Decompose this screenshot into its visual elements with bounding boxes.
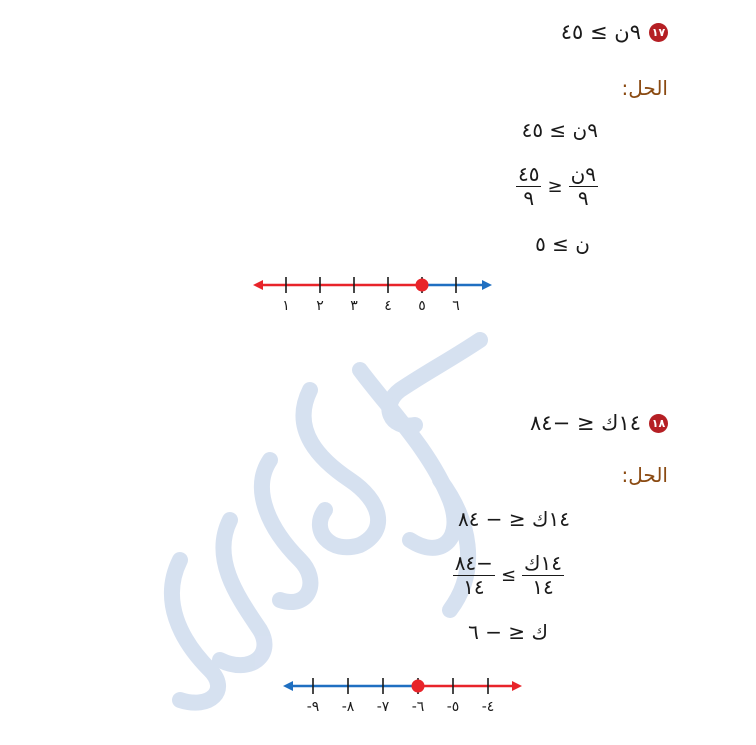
fraction-numerator: ١٤ك	[524, 551, 562, 575]
tick-label: -٩	[306, 699, 320, 715]
fraction-numerator: ٤٥	[517, 162, 540, 186]
arrow-right-icon	[512, 681, 522, 691]
tick-label: ٥	[418, 298, 426, 314]
problem-17-header	[561, 20, 668, 44]
fraction-denominator: ٩	[577, 186, 589, 210]
fraction-denominator: ٩	[523, 186, 535, 210]
tick-label: ٤	[384, 298, 392, 314]
solution-label: الحل:	[621, 76, 668, 100]
tick-label: -٦	[411, 699, 425, 715]
solution-label: الحل:	[621, 463, 668, 487]
fraction-left	[522, 553, 564, 598]
solution-step-result: ك ≤ − ٦	[468, 620, 548, 644]
fraction-right	[453, 553, 495, 598]
problem-number-badge: ١٨	[649, 414, 668, 433]
problem-statement: ٩ن ≥ ٤٥	[560, 20, 641, 44]
fraction-left	[569, 164, 598, 209]
tick-label: -٨	[341, 699, 355, 715]
solution-step-1: ١٤ك ≤ − ٨٤	[457, 507, 570, 531]
solution-step-1: ٩ن ≥ ٤٥	[521, 118, 598, 142]
tick-label: ١	[282, 298, 290, 314]
problem-statement: ١٤ك ≤ −٨٤	[530, 411, 641, 435]
fraction-numerator: −٨٤	[454, 551, 493, 575]
tick-label: -٧	[376, 699, 390, 715]
tick-label: -٤	[481, 699, 495, 715]
arrow-left-icon	[253, 280, 263, 290]
fraction-denominator: ١٤	[463, 575, 485, 599]
closed-point	[416, 279, 429, 292]
solution-step-fraction	[516, 164, 598, 209]
tick-label: ٣	[350, 298, 358, 314]
tick-label: ٦	[452, 298, 460, 314]
number-line-17	[250, 270, 500, 315]
solution-step-fraction	[453, 553, 564, 598]
arrow-left-icon	[283, 681, 293, 691]
arrow-right-icon	[482, 280, 492, 290]
relation-symbol: ≤	[500, 565, 517, 586]
problem-number-badge: ١٧	[649, 23, 668, 42]
problem-18-header	[530, 411, 668, 435]
tick-label: ٢	[316, 298, 324, 314]
fraction-numerator: ٩ن	[570, 162, 596, 186]
solution-step-result: ن ≥ ٥	[535, 232, 590, 256]
closed-point	[412, 680, 425, 693]
relation-symbol: ≥	[547, 176, 563, 197]
number-line-18	[280, 672, 530, 717]
tick-label: -٥	[446, 699, 460, 715]
fraction-denominator: ١٤	[532, 575, 554, 599]
fraction-right	[516, 164, 541, 209]
